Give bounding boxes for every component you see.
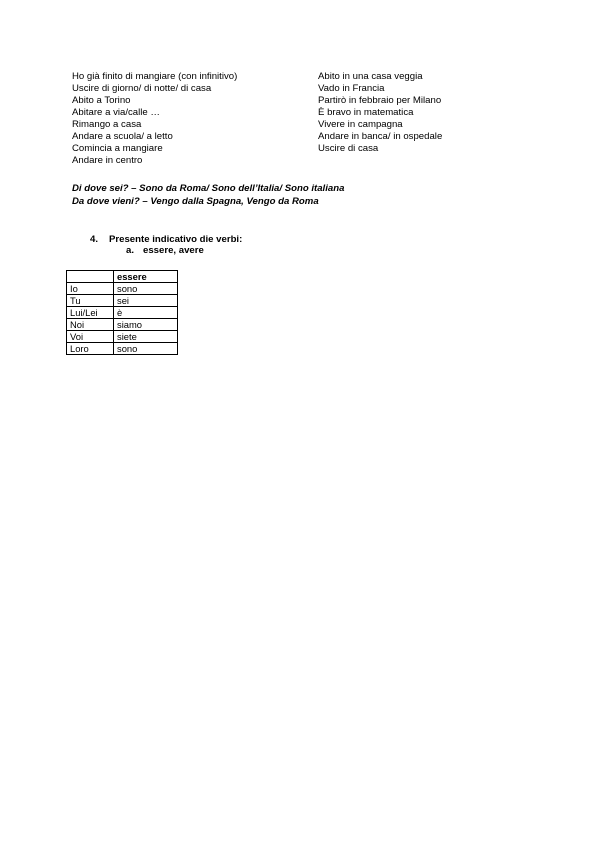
section-heading (90, 234, 242, 245)
section-title: Presente indicativo die verbi: (109, 234, 243, 245)
section-number: 4. (90, 234, 99, 245)
conjugation-table (66, 270, 178, 355)
table-header-row (67, 271, 178, 283)
list-item: Vivere in campagna (318, 119, 403, 130)
list-item: Andare a scuola/ a letto (72, 131, 173, 142)
table-header-cell: essere (114, 271, 178, 283)
table-row (67, 307, 178, 319)
list-item: Abitare a via/calle … (72, 107, 160, 118)
verb-form-cell: siamo (114, 319, 178, 331)
pronoun-cell: Loro (67, 343, 114, 355)
pronoun-cell: Noi (67, 319, 114, 331)
left-phrase-list (72, 71, 302, 167)
pronoun-cell: Io (67, 283, 114, 295)
list-item: Vado in Francia (318, 83, 385, 94)
table-row (67, 319, 178, 331)
list-item: Uscire di giorno/ di notte/ di casa (72, 83, 212, 94)
list-item: Uscire di casa (318, 143, 379, 154)
verb-form-cell: è (114, 307, 178, 319)
subsection-letter: a. (126, 245, 135, 256)
pronoun-cell: Lui/Lei (67, 307, 114, 319)
list-item: Abito in una casa veggia (318, 71, 423, 82)
list-item: È bravo in matematica (318, 107, 414, 118)
table-header-cell (67, 271, 114, 283)
question-line: Di dove sei? – Sono da Roma/ Sono dell’Italia/ Sono italiana (72, 183, 345, 194)
list-item: Ho già finito di mangiare (con infinitivo) (72, 71, 238, 82)
table-row (67, 331, 178, 343)
table-row (67, 283, 178, 295)
pronoun-cell: Tu (67, 295, 114, 307)
list-item: Abito a Torino (72, 95, 131, 106)
verb-form-cell: siete (114, 331, 178, 343)
example-questions (72, 182, 344, 208)
verb-form-cell: sono (114, 283, 178, 295)
verb-form-cell: sono (114, 343, 178, 355)
list-item: Andare in centro (72, 155, 143, 166)
question-line: Da dove vieni? – Vengo dalla Spagna, Vengo da Roma (72, 196, 319, 207)
list-item: Comincia a mangiare (72, 143, 163, 154)
right-phrase-list (318, 71, 538, 155)
list-item: Partirò in febbraio per Milano (318, 95, 442, 106)
list-item: Rimango a casa (72, 119, 142, 130)
table-row (67, 343, 178, 355)
verb-form-cell: sei (114, 295, 178, 307)
subsection-heading (126, 245, 204, 256)
table-row (67, 295, 178, 307)
pronoun-cell: Voi (67, 331, 114, 343)
list-item: Andare in banca/ in ospedale (318, 131, 443, 142)
subsection-title: essere, avere (143, 245, 204, 256)
